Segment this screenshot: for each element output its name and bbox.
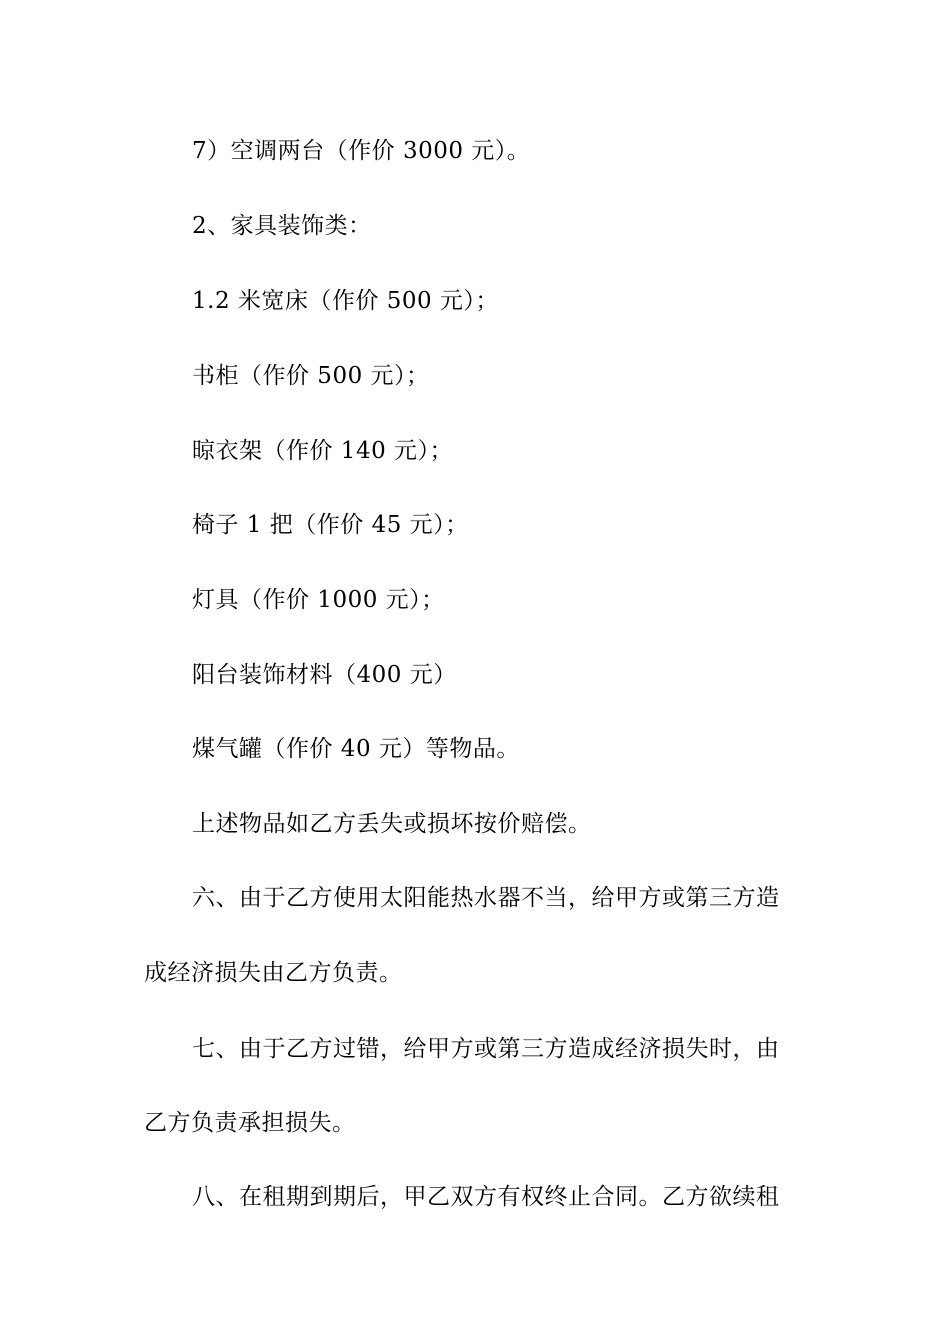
item-clothes-rack: 晾衣架（作价 140 元）； xyxy=(192,438,454,464)
clause-six-line-2: 成经济损失由乙方负责。 xyxy=(144,960,403,986)
clause-seven-line-2: 乙方负责承担损失。 xyxy=(144,1110,356,1136)
item-bookcase: 书柜（作价 500 元）； xyxy=(192,363,430,389)
item-lamps: 灯具（作价 1000 元）； xyxy=(192,587,445,613)
item-chair: 椅子 1 把（作价 45 元）； xyxy=(192,512,469,538)
clause-six-line-1: 六、由于乙方使用太阳能热水器不当，给甲方或第三方造 xyxy=(192,885,780,911)
section-furniture-heading: 2、家具装饰类： xyxy=(192,213,372,239)
item-balcony-materials: 阳台装饰材料（400 元） xyxy=(192,662,457,688)
paragraph-compensation: 上述物品如乙方丢失或损坏按价赔偿。 xyxy=(192,811,592,837)
item-gas-tank: 煤气罐（作价 40 元）等物品。 xyxy=(192,736,520,762)
item-air-conditioner: 7）空调两台（作价 3000 元）。 xyxy=(192,138,531,164)
clause-eight-line-1: 八、在租期到期后，甲乙双方有权终止合同。乙方欲续租 xyxy=(192,1184,780,1210)
clause-seven-line-1: 七、由于乙方过错，给甲方或第三方造成经济损失时，由 xyxy=(192,1036,780,1062)
item-bed: 1.2 米宽床（作价 500 元）； xyxy=(192,288,499,314)
